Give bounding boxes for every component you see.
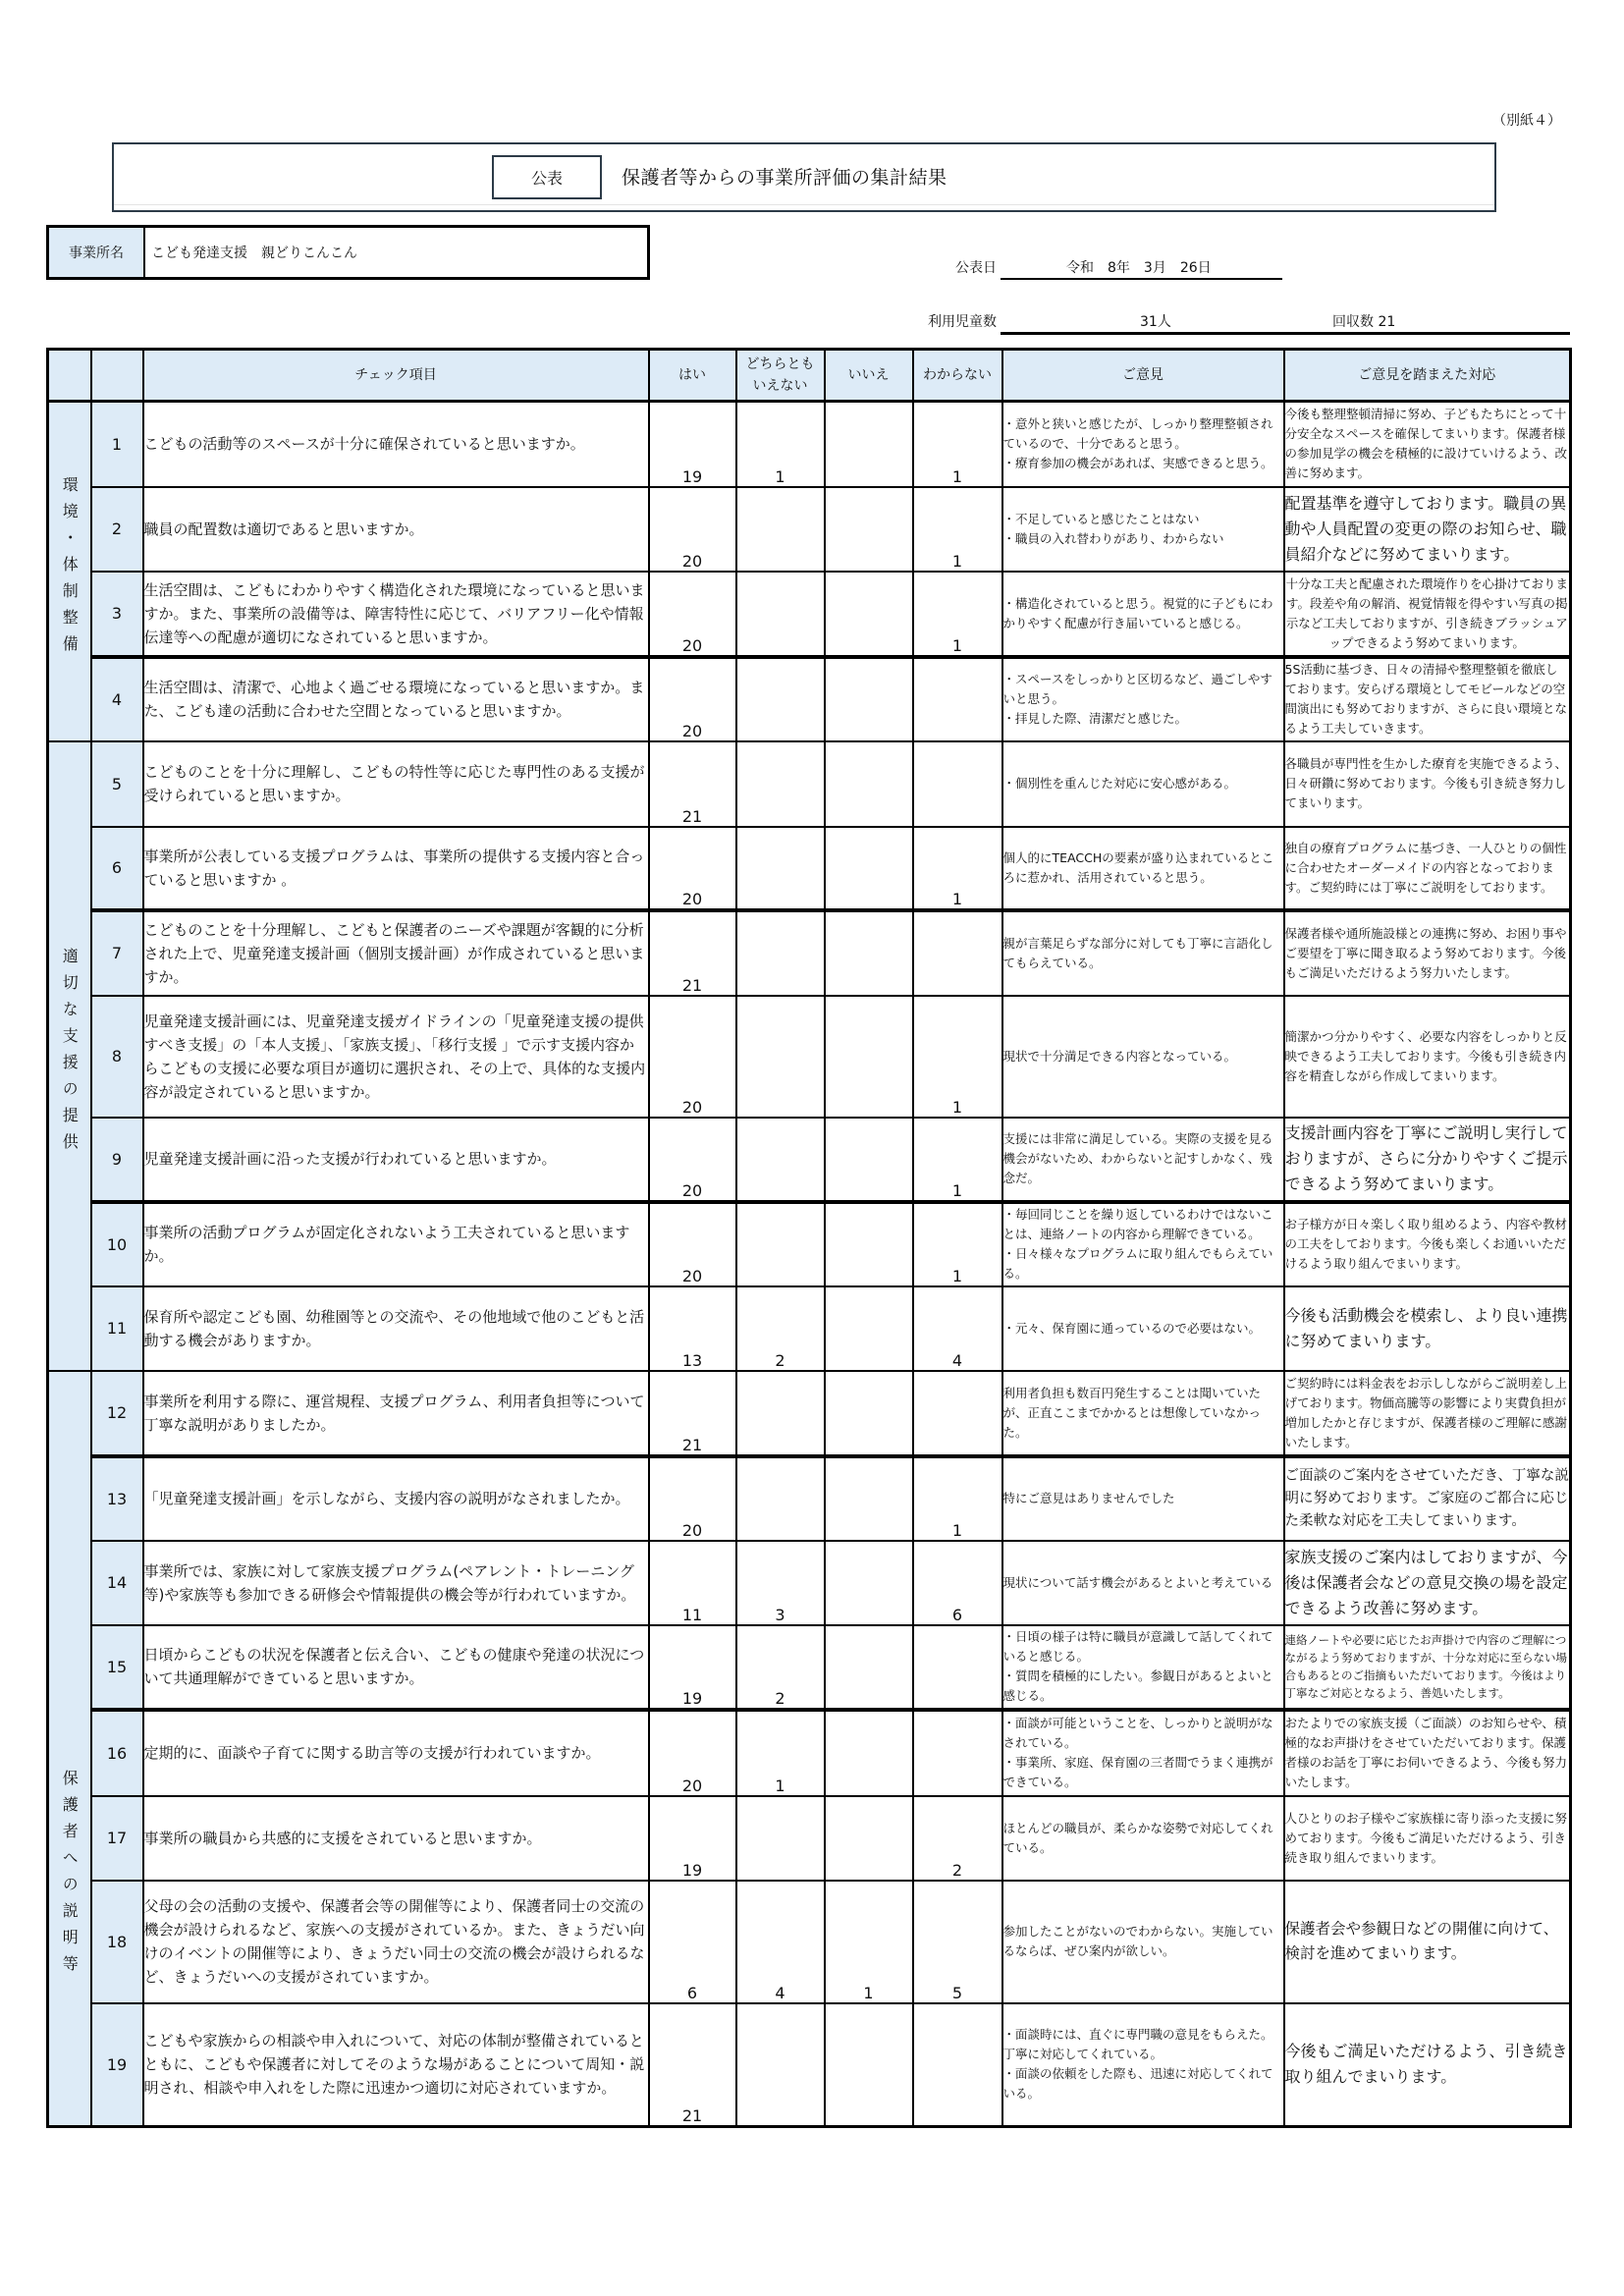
count-no [825, 1202, 913, 1286]
facility-response: 十分な工夫と配慮された環境作りを心掛けております。段差や角の解消、視覚情報を得やすい写真の掲示など工夫しておりますが、引き続きブラッシュアップできるよう努めてまいります。 [1284, 572, 1571, 657]
parent-opinion: ・構造化されていると思う。視覚的に子どもにわかりやすく配慮が行き届いていると感じる。 [1002, 572, 1284, 657]
count-neither [736, 1202, 825, 1286]
count-yes: 20 [649, 1710, 736, 1796]
count-neither: 1 [736, 402, 825, 487]
table-row [48, 1118, 1571, 1202]
check-item-question: 生活空間は、清潔で、心地よく過ごせる環境になっていると思いますか。また、こども達の活動に合わせた空間となっていると思いますか。 [143, 657, 649, 741]
facility-response: 今後もご満足いただけるよう、引き続き取り組んでまいります。 [1284, 2003, 1571, 2127]
parent-opinion: 参加したことがないのでわからない。実施しているならば、ぜひ案内が欲しい。 [1002, 1881, 1284, 2003]
facility-response: 保護者様や通所施設様との連携に努め、お困り事やご要望を丁寧に聞き取るよう努めております。今後もご満足いただけるよう努力いたします。 [1284, 910, 1571, 996]
annex-label: （別紙４） [1492, 113, 1561, 129]
item-number: 2 [91, 487, 143, 572]
section-category-label: 適切な支援の提供 [60, 948, 80, 1160]
count-neither [736, 1118, 825, 1202]
parent-opinion: ・面談が可能ということを、しっかりと説明がなされている。 ・事業所、家庭、保育園の三者間でうまく連携ができている。 [1002, 1710, 1284, 1796]
count-unknown [913, 741, 1002, 827]
parent-opinion: ・毎回同じことを繰り返しているわけではないことは、連絡ノートの内容から理解できている。 ・日々様々なプログラムに取り組んでもらえている。 [1002, 1202, 1284, 1286]
check-item-question: 事業所の職員から共感的に支援をされていると思いますか。 [143, 1796, 649, 1881]
parent-opinion: ・個別性を重んじた対応に安心感がある。 [1002, 741, 1284, 827]
count-neither [736, 487, 825, 572]
facility-response: お子様方が日々楽しく取り組めるよう、内容や教材の工夫をしております。今後も楽しくお通いいただけるよう取り組んでまいります。 [1284, 1202, 1571, 1286]
item-number: 7 [91, 910, 143, 996]
table-row [48, 2003, 1571, 2127]
table-row [48, 1710, 1571, 1796]
count-yes: 20 [649, 1118, 736, 1202]
table-row [48, 1796, 1571, 1881]
check-item-question: こどものことを十分理解し、こどもと保護者のニーズや課題が客観的に分析された上で、児童発達支援計画（個別支援計画）が作成されていると思いますか。 [143, 910, 649, 996]
publication-badge [492, 155, 602, 199]
check-item-question: 児童発達支援計画には、児童発達支援ガイドラインの「児童発達支援の提供すべき支援」の「本人支援」、「家族支援」、「移行支援 」で示す支援内容からこどもの支援に必要な項目が適切に選択され、その上で、具体的な支援内容が設定されていると思いますか。 [143, 996, 649, 1118]
table-row [48, 487, 1571, 572]
count-unknown: 1 [913, 996, 1002, 1118]
children-count-label: 利用児童数 [928, 314, 997, 330]
item-number: 19 [91, 2003, 143, 2127]
check-item-question: 日頃からこどもの状況を保護者と伝え合い、こどもの健康や発達の状況について共通理解ができていると思いますか。 [143, 1625, 649, 1710]
check-item-question: 職員の配置数は適切であると思いますか。 [143, 487, 649, 572]
count-unknown: 1 [913, 1456, 1002, 1541]
count-neither [736, 996, 825, 1118]
count-yes: 6 [649, 1881, 736, 2003]
facility-response: 連絡ノートや必要に応じたお声掛けで内容のご理解につながるよう努めておりますが、十分な対応に至らない場合もあるとのご指摘もいただいております。今後はより丁寧なご対応となるよう、善処いたします。 [1284, 1625, 1571, 1710]
check-item-question: 父母の会の活動の支援や、保護者会等の開催等により、保護者同士の交流の機会が設けられるなど、家族への支援がされているか。また、きょうだい向けのイベントの開催等により、きょうだい同士の交流の機会が設けられるなど、きょうだいへの支援がされていますか。 [143, 1881, 649, 2003]
count-unknown [913, 1710, 1002, 1796]
check-item-question: 定期的に、面談や子育てに関する助言等の支援が行われていますか。 [143, 1710, 649, 1796]
table-row [48, 402, 1571, 487]
parent-opinion: ・意外と狭いと感じたが、しっかり整理整頓されているので、十分であると思う。 ・療育参加の機会があれば、実感できると思う。 [1002, 402, 1284, 487]
parent-opinion: ・不足していると感じたことはない ・職員の入れ替わりがあり、わからない [1002, 487, 1284, 572]
count-neither [736, 910, 825, 996]
count-neither: 2 [736, 1625, 825, 1710]
count-no [825, 2003, 913, 2127]
count-unknown [913, 1371, 1002, 1456]
parent-opinion: ほとんどの職員が、柔らかな姿勢で対応してくれている。 [1002, 1796, 1284, 1881]
parent-opinion: 親が言葉足らずな部分に対しても丁寧に言語化してもらえている。 [1002, 910, 1284, 996]
facility-response: 各職員が専門性を生かした療育を実施できるよう、日々研鑽に努めております。今後も引き続き努力してまいります。 [1284, 741, 1571, 827]
parent-opinion: 現状について話す機会があるとよいと考えている [1002, 1541, 1284, 1625]
check-item-question: 事業所の活動プログラムが固定化されないよう工夫されていると思いますか。 [143, 1202, 649, 1286]
count-unknown [913, 1625, 1002, 1710]
table-row [48, 1286, 1571, 1371]
office-name-box [46, 225, 650, 280]
item-number: 15 [91, 1625, 143, 1710]
count-no [825, 1118, 913, 1202]
count-yes: 20 [649, 1202, 736, 1286]
count-yes: 20 [649, 572, 736, 657]
parent-opinion: 現状で十分満足できる内容となっている。 [1002, 996, 1284, 1118]
section-category-label: 保護者への説明等 [60, 1769, 80, 1982]
count-unknown: 1 [913, 572, 1002, 657]
count-unknown: 4 [913, 1286, 1002, 1371]
table-header-row [48, 350, 1571, 402]
count-neither [736, 741, 825, 827]
count-no [825, 1625, 913, 1710]
count-yes: 20 [649, 657, 736, 741]
parent-opinion: 利用者負担も数百円発生することは聞いていたが、正直ここまでかかるとは想像していなかった。 [1002, 1371, 1284, 1456]
facility-response: 今後も整理整頓清掃に努め、子どもたちにとって十分安全なスペースを確保してまいります。保護者様の参加見学の機会を積極的に設けていけるよう、改善に努めます。 [1284, 402, 1571, 487]
item-number: 18 [91, 1881, 143, 2003]
item-number: 17 [91, 1796, 143, 1881]
count-neither [736, 2003, 825, 2127]
check-item-question: 生活空間は、こどもにわかりやすく構造化された環境になっていると思いますか。また、事業所の設備等は、障害特性に応じて、バリアフリー化や情報伝達等への配慮が適切になされていると思いますか。 [143, 572, 649, 657]
count-neither [736, 572, 825, 657]
count-no: 1 [825, 1881, 913, 2003]
count-yes: 21 [649, 2003, 736, 2127]
count-no [825, 402, 913, 487]
header-unknown: わからない [913, 350, 1002, 402]
count-yes: 20 [649, 827, 736, 910]
facility-response: 独自の療育プログラムに基づき、一人ひとりの個性に合わせたオーダーメイドの内容となっております。ご契約時には丁寧にご説明をしております。 [1284, 827, 1571, 910]
title-frame-divider [114, 204, 1494, 205]
count-no [825, 1456, 913, 1541]
item-number: 11 [91, 1286, 143, 1371]
parent-opinion: 支援には非常に満足している。実際の支援を見る機会がないため、わからないと記すしかなく、残念だ。 [1002, 1118, 1284, 1202]
parent-opinion: ・面談時には、直ぐに専門職の意見をもらえた。丁寧に対応してくれている。 ・面談の依頼をした際も、迅速に対応してくれている。 [1002, 2003, 1284, 2127]
count-no [825, 910, 913, 996]
section-category-cell [48, 741, 91, 1371]
count-neither [736, 1371, 825, 1456]
count-unknown: 5 [913, 1881, 1002, 2003]
count-unknown [913, 657, 1002, 741]
count-yes: 21 [649, 1371, 736, 1456]
count-unknown: 1 [913, 827, 1002, 910]
header-opinion: ご意見 [1002, 350, 1284, 402]
count-no [825, 1796, 913, 1881]
item-number: 9 [91, 1118, 143, 1202]
count-neither: 4 [736, 1881, 825, 2003]
count-yes: 20 [649, 1456, 736, 1541]
publication-badge-label: 公表 [530, 169, 563, 188]
count-yes: 13 [649, 1286, 736, 1371]
header-response: ご意見を踏まえた対応 [1284, 350, 1571, 402]
facility-response: 配置基準を遵守しております。職員の異動や人員配置の変更の際のお知らせ、職員紹介などに努めてまいります。 [1284, 487, 1571, 572]
parent-opinion: ・元々、保育園に通っているので必要はない。 [1002, 1286, 1284, 1371]
facility-response: 人ひとりのお子様やご家族様に寄り添った支援に努めております。今後もご満足いただけるよう、引き続き取り組んでまいります。 [1284, 1796, 1571, 1881]
header-neither: どちらとも いえない [736, 350, 825, 402]
item-number: 4 [91, 657, 143, 741]
count-no [825, 827, 913, 910]
count-no [825, 741, 913, 827]
count-no [825, 1710, 913, 1796]
table-body [48, 402, 1571, 2127]
parent-opinion: 個人的にTEACCHの要素が盛り込まれているところに惹かれ、活用されていると思う。 [1002, 827, 1284, 910]
count-yes: 20 [649, 487, 736, 572]
count-unknown [913, 2003, 1002, 2127]
header-number [91, 350, 143, 402]
header-check-item: チェック項目 [143, 350, 649, 402]
item-number: 5 [91, 741, 143, 827]
responses-count: 回収数 21 [1332, 314, 1396, 330]
check-item-question: こどものことを十分に理解し、こどもの特性等に応じた専門性のある支援が受けられていると思いますか。 [143, 741, 649, 827]
publication-date-label: 公表日 [955, 260, 997, 276]
facility-response: 5S活動に基づき、日々の清掃や整理整頓を徹底しております。安らげる環境としてモビールなどの空間演出にも努めておりますが、さらに良い環境となるよう工夫していきます。 [1284, 657, 1571, 741]
count-yes: 20 [649, 996, 736, 1118]
table-row [48, 827, 1571, 910]
item-number: 6 [91, 827, 143, 910]
evaluation-table [46, 348, 1572, 2128]
section-category-cell [48, 402, 91, 741]
table-row [48, 996, 1571, 1118]
table-row [48, 1371, 1571, 1456]
header-yes: はい [649, 350, 736, 402]
count-no [825, 1541, 913, 1625]
header-no: いいえ [825, 350, 913, 402]
publication-date-underline [1001, 278, 1282, 280]
count-neither [736, 827, 825, 910]
table-row [48, 1456, 1571, 1541]
count-unknown [913, 910, 1002, 996]
facility-response: おたよりでの家族支援（ご面談）のお知らせや、積極的なお声掛けをさせていただいております。保護者様のお話を丁寧にお伺いできるよう、今後も努力いたします。 [1284, 1710, 1571, 1796]
count-unknown: 2 [913, 1796, 1002, 1881]
page-title: 保護者等からの事業所評価の集計結果 [622, 167, 947, 189]
publication-date-value: 令和 8年 3月 26日 [1066, 260, 1212, 276]
facility-response: 家族支援のご案内はしておりますが、今後は保護者会などの意見交換の場を設定できるよう改善に努めます。 [1284, 1541, 1571, 1625]
parent-opinion: 特にご意見はありませんでした [1002, 1456, 1284, 1541]
item-number: 8 [91, 996, 143, 1118]
facility-response: ご契約時には料金表をお示ししながらご説明差し上げております。物価高騰等の影響により実費負担が増加したかと存じますが、保護者様のご理解に感謝いたします。 [1284, 1371, 1571, 1456]
table-row [48, 1541, 1571, 1625]
item-number: 10 [91, 1202, 143, 1286]
children-count-value: 31人 [1140, 314, 1171, 330]
facility-response: ご面談のご案内をさせていただき、丁寧な説明に努めております。ご家庭のご都合に応じた柔軟な対応を工夫してまいります。 [1284, 1456, 1571, 1541]
check-item-question: 児童発達支援計画に沿った支援が行われていると思いますか。 [143, 1118, 649, 1202]
table-row [48, 1881, 1571, 2003]
count-yes: 19 [649, 1625, 736, 1710]
check-item-question: こどもの活動等のスペースが十分に確保されていると思いますか。 [143, 402, 649, 487]
count-unknown: 1 [913, 402, 1002, 487]
count-unknown: 1 [913, 1202, 1002, 1286]
count-no [825, 996, 913, 1118]
count-no [825, 1286, 913, 1371]
count-unknown: 1 [913, 487, 1002, 572]
check-item-question: 事業所を利用する際に、運営規程、支援プログラム、利用者負担等について丁寧な説明がありましたか。 [143, 1371, 649, 1456]
check-item-question: 「児童発達支援計画」を示しながら、支援内容の説明がなされましたか。 [143, 1456, 649, 1541]
count-yes: 19 [649, 402, 736, 487]
facility-response: 支援計画内容を丁寧にご説明し実行しておりますが、さらに分かりやすくご提示できるよう努めてまいります。 [1284, 1118, 1571, 1202]
section-category-cell [48, 1371, 91, 2127]
parent-opinion: ・スペースをしっかりと区切るなど、過ごしやすいと思う。 ・拝見した際、清潔だと感じた。 [1002, 657, 1284, 741]
table-row [48, 1625, 1571, 1710]
parent-opinion: ・日頃の様子は特に職員が意識して話してくれていると感じる。 ・質問を積極的にしたい。参観日があるとよいと感じる。 [1002, 1625, 1284, 1710]
facility-response: 今後も活動機会を模索し、より良い連携に努めてまいります。 [1284, 1286, 1571, 1371]
office-name-value: こども発達支援 親どりこんこん [151, 246, 357, 261]
count-neither [736, 1456, 825, 1541]
item-number: 3 [91, 572, 143, 657]
count-neither [736, 657, 825, 741]
item-number: 13 [91, 1456, 143, 1541]
stats-underline [1001, 332, 1570, 335]
count-unknown: 1 [913, 1118, 1002, 1202]
facility-response: 保護者会や参観日などの開催に向けて、検討を進めてまいります。 [1284, 1881, 1571, 2003]
header-category [48, 350, 91, 402]
count-no [825, 572, 913, 657]
item-number: 14 [91, 1541, 143, 1625]
count-yes: 21 [649, 910, 736, 996]
count-no [825, 487, 913, 572]
table-row [48, 1202, 1571, 1286]
check-item-question: こどもや家族からの相談や申入れについて、対応の体制が整備されているとともに、こどもや保護者に対してそのような場があることについて周知・説明され、相談や申入れをした際に迅速かつ適切に対応されていますか。 [143, 2003, 649, 2127]
count-neither: 3 [736, 1541, 825, 1625]
count-unknown: 6 [913, 1541, 1002, 1625]
item-number: 16 [91, 1710, 143, 1796]
count-yes: 19 [649, 1796, 736, 1881]
count-neither [736, 1796, 825, 1881]
table-row [48, 572, 1571, 657]
section-category-label: 環境・体制整備 [60, 476, 80, 663]
table-row [48, 657, 1571, 741]
item-number: 1 [91, 402, 143, 487]
table-row [48, 741, 1571, 827]
count-no [825, 1371, 913, 1456]
check-item-question: 保育所や認定こども園、幼稚園等との交流や、その他地域で他のこどもと活動する機会がありますか。 [143, 1286, 649, 1371]
count-yes: 21 [649, 741, 736, 827]
table-row [48, 910, 1571, 996]
item-number: 12 [91, 1371, 143, 1456]
office-name-label: 事業所名 [49, 228, 145, 277]
facility-response: 簡潔かつ分かりやすく、必要な内容をしっかりと反映できるよう工夫しております。今後も引き続き内容を精査しながら作成してまいります。 [1284, 996, 1571, 1118]
count-neither: 2 [736, 1286, 825, 1371]
count-yes: 11 [649, 1541, 736, 1625]
check-item-question: 事業所では、家族に対して家族支援プログラム(ペアレント・トレーニング等)や家族等も参加できる研修会や情報提供の機会等が行われていますか。 [143, 1541, 649, 1625]
count-neither: 1 [736, 1710, 825, 1796]
count-no [825, 657, 913, 741]
check-item-question: 事業所が公表している支援プログラムは、事業所の提供する支援内容と合っていると思いますか 。 [143, 827, 649, 910]
